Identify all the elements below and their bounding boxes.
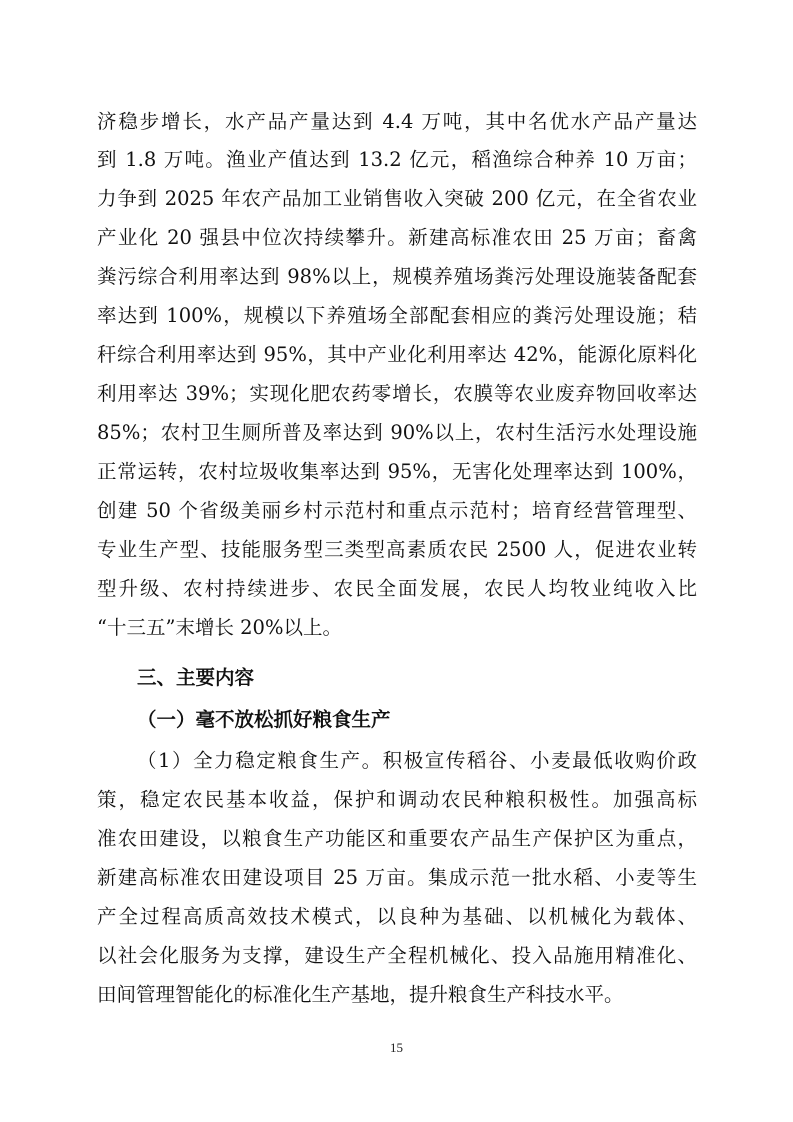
section-heading: 三、主要内容 (137, 666, 255, 689)
body-line: 利用率达 39%；实现化肥农药零增长，农膜等农业废弃物回收率达 (97, 382, 697, 405)
body-line: 创建 50 个省级美丽乡村示范村和重点示范村；培育经营管理型、 (97, 499, 697, 522)
body-line: 正常运转，农村垃圾收集率达到 95%，无害化处理率达到 100%， (97, 460, 697, 483)
body-line: 粪污综合利用率达到 98%以上，规模养殖场粪污处理设施装备配套 (97, 265, 697, 288)
body-line: 专业生产型、技能服务型三类型高素质农民 2500 人，促进农业转 (97, 538, 697, 561)
body-line: 85%；农村卫生厕所普及率达到 90%以上，农村生活污水处理设施 (97, 421, 697, 444)
body-line: （1）全力稳定粮食生产。积极宣传稻谷、小麦最低收购价政 (137, 749, 697, 772)
body-line: “十三五”末增长 20%以上。 (97, 616, 342, 639)
body-line: 产全过程高质高效技术模式，以良种为基础、以机械化为载体、 (97, 905, 697, 928)
body-line: 策，稳定农民基本收益，保护和调动农民种粮积极性。加强高标 (97, 788, 697, 811)
body-line: 准农田建设，以粮食生产功能区和重要农产品生产保护区为重点， (97, 827, 697, 850)
body-line: 以社会化服务为支撑，建设生产全程机械化、投入品施用精准化、 (97, 944, 697, 967)
body-line: 率达到 100%，规模以下养殖场全部配套相应的粪污处理设施；秸 (97, 304, 697, 327)
body-line: 秆综合利用率达到 95%，其中产业化利用率达 42%，能源化原料化 (97, 343, 697, 366)
body-line: 新建高标准农田建设项目 25 万亩。集成示范一批水稻、小麦等生 (97, 866, 697, 889)
body-line: 到 1.8 万吨。渔业产值达到 13.2 亿元，稻渔综合种养 10 万亩； (97, 148, 697, 171)
body-line: 田间管理智能化的标准化生产基地，提升粮食生产科技水平。 (97, 983, 624, 1006)
body-line: 济稳步增长，水产品产量达到 4.4 万吨，其中名优水产品产量达 (97, 110, 697, 133)
body-line: 型升级、农村持续进步、农民全面发展，农民人均牧业纯收入比 (97, 577, 697, 600)
page-number: 15 (390, 1040, 403, 1055)
body-line: 产业化 20 强县中位次持续攀升。新建高标准农田 25 万亩；畜禽 (97, 226, 697, 249)
body-line: 力争到 2025 年农产品加工业销售收入突破 200 亿元，在全省农业 (97, 187, 697, 210)
subsection-heading: （一）毫不放松抓好粮食生产 (137, 708, 391, 731)
